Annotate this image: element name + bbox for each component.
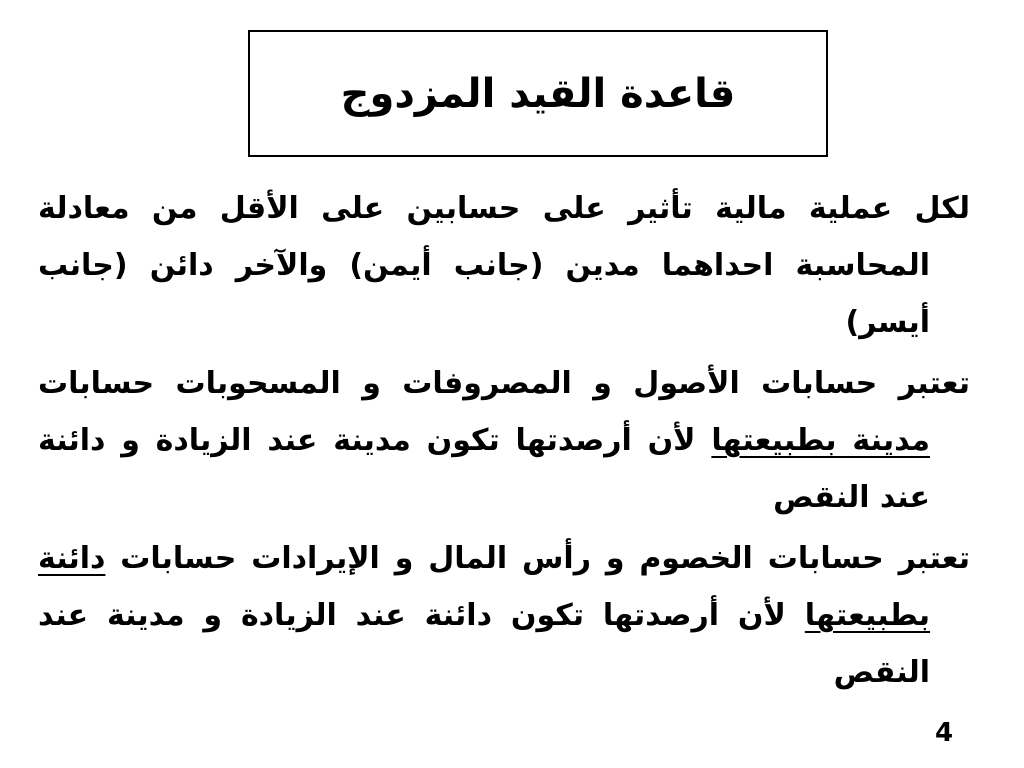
paragraph-credit-accounts: [38, 530, 970, 701]
paragraph-text: تعتبر حسابات الخصوم و رأس المال و الإيرادات حسابات: [105, 541, 970, 576]
paragraph-debit-accounts: [38, 355, 970, 526]
paragraph-text: لكل عملية مالية تأثير على حسابين على الأقل من معادلة المحاسبة احداهما مدين (جانب أيمن) والآخر دائن (جانب أيسر): [38, 191, 970, 340]
slide-title-box: [248, 30, 828, 157]
slide-title: قاعدة القيد المزدوج: [340, 70, 736, 117]
paragraph-text: تعتبر حسابات الأصول و المصروفات و المسحوبات حسابات: [38, 366, 970, 401]
slide-body: [38, 180, 970, 705]
underlined-term: مدينة بطبيعتها: [711, 423, 930, 458]
paragraph-text: لأن أرصدتها تكون دائنة عند الزيادة و مدينة عند النقص: [38, 598, 930, 690]
page-number: 4: [935, 718, 954, 748]
underlined-term: دائنة بطبيعتها: [38, 541, 930, 633]
paragraph-double-entry-rule: [38, 180, 970, 351]
paragraph-text: لأن أرصدتها تكون مدينة عند الزيادة و دائنة عند النقص: [38, 423, 930, 515]
